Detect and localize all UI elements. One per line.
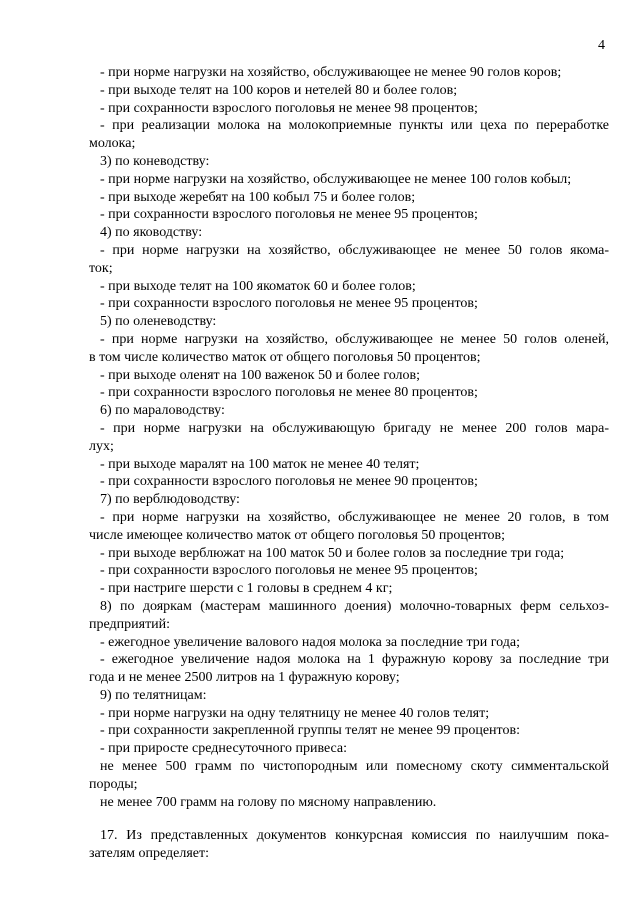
text-line: числе имеющее количество маток от общего поголовья 50 процентов; [89, 527, 506, 543]
text-line: - ежегодное увеличение валового надоя молока за последние три года; [100, 634, 520, 650]
text-line: 3) по коневодству: [100, 153, 210, 169]
text-line: 17. Из представленных документов конкурсная комиссия по наилучшим пока- [100, 828, 609, 844]
text-line: - при сохранности взрослого поголовья не менее 80 процентов; [100, 385, 478, 401]
text-line: не менее 500 грамм по чистопородным или помесному скоту симментальской [100, 759, 609, 775]
text-line: - при сохранности взрослого поголовья не менее 95 процентов; [100, 207, 478, 223]
text-line: - при норме нагрузки на обслуживающую бригаду не менее 200 голов мара- [100, 420, 609, 436]
text-line: - при норме нагрузки на одну телятницу не менее 40 голов телят; [100, 705, 490, 721]
text-line: - при сохранности взрослого поголовья не менее 95 процентов; [100, 563, 478, 579]
text-line: - при выходе жеребят на 100 кобыл 75 и более голов; [100, 189, 416, 205]
text-line: - при выходе оленят на 100 важенок 50 и более голов; [100, 367, 421, 383]
text-line: - при норме нагрузки на хозяйство, обслуживающее не менее 90 голов коров; [100, 65, 562, 80]
text-line: - при сохранности взрослого поголовья не менее 90 процентов; [100, 474, 478, 490]
text-line: 8) по дояркам (мастерам машинного доения) молочно-товарных ферм сельхоз- [100, 598, 609, 614]
text-line: - при норме нагрузки на хозяйство, обслуживающее не менее 100 голов кобыл; [100, 171, 572, 187]
text-line: - при сохранности взрослого поголовья не менее 98 процентов; [100, 100, 478, 116]
text-line: - при сохранности закрепленной группы телят не менее 99 процентов: [100, 723, 520, 739]
text-line: - при выходе маралят на 100 маток не менее 40 телят; [100, 456, 420, 472]
text-line: - при выходе телят на 100 якоматок 60 и более голов; [100, 278, 416, 294]
text-line: породы; [89, 776, 138, 792]
text-line: ток; [89, 260, 113, 276]
text-line: - при реализации молока на молокоприемные пункты или цеха по переработке [100, 118, 609, 134]
text-line: - при приросте среднесуточного привеса: [100, 741, 348, 757]
text-line: молока; [89, 136, 136, 152]
text-line: - при настриге шерсти с 1 головы в среднем 4 кг; [100, 581, 393, 597]
paragraph-gap [89, 811, 609, 827]
text-line: в том числе количество маток от общего поголовья 50 процентов; [89, 349, 481, 365]
text-line: 5) по оленеводству: [100, 314, 217, 330]
text-line: предприятий: [89, 616, 171, 632]
text-line: 7) по верблюдоводству: [100, 492, 240, 508]
text-line: года и не менее 2500 литров на 1 фуражную корову; [89, 670, 400, 686]
text-line: - при сохранности взрослого поголовья не менее 95 процентов; [100, 296, 478, 312]
document-body [89, 64, 609, 863]
text-line: 6) по мараловодству: [100, 403, 225, 419]
text-line: - при норме нагрузки на хозяйство, обслуживающее не менее 50 голов якома- [100, 242, 609, 258]
text-line: 9) по телятницам: [100, 687, 207, 703]
text-line: лух; [89, 438, 114, 454]
text-line: - при норме нагрузки на хозяйство, обслуживающее не менее 20 голов, в том [100, 509, 609, 525]
text-line: зателям определяет: [89, 846, 210, 862]
text-line: - при норме нагрузки на хозяйство, обслуживающее не менее 50 голов оленей, [100, 331, 609, 347]
text-line: 4) по яководству: [100, 225, 203, 241]
text-line: - ежегодное увеличение надоя молока на 1 фуражную корову за последние три [100, 652, 609, 668]
text-line: не менее 700 грамм на голову по мясному направлению. [100, 794, 437, 810]
text-line: - при выходе верблюжат на 100 маток 50 и более голов за последние три года; [100, 545, 565, 561]
text-line: - при выходе телят на 100 коров и нетелей 80 и более голов; [100, 82, 458, 98]
page-number: 4 [598, 38, 605, 53]
